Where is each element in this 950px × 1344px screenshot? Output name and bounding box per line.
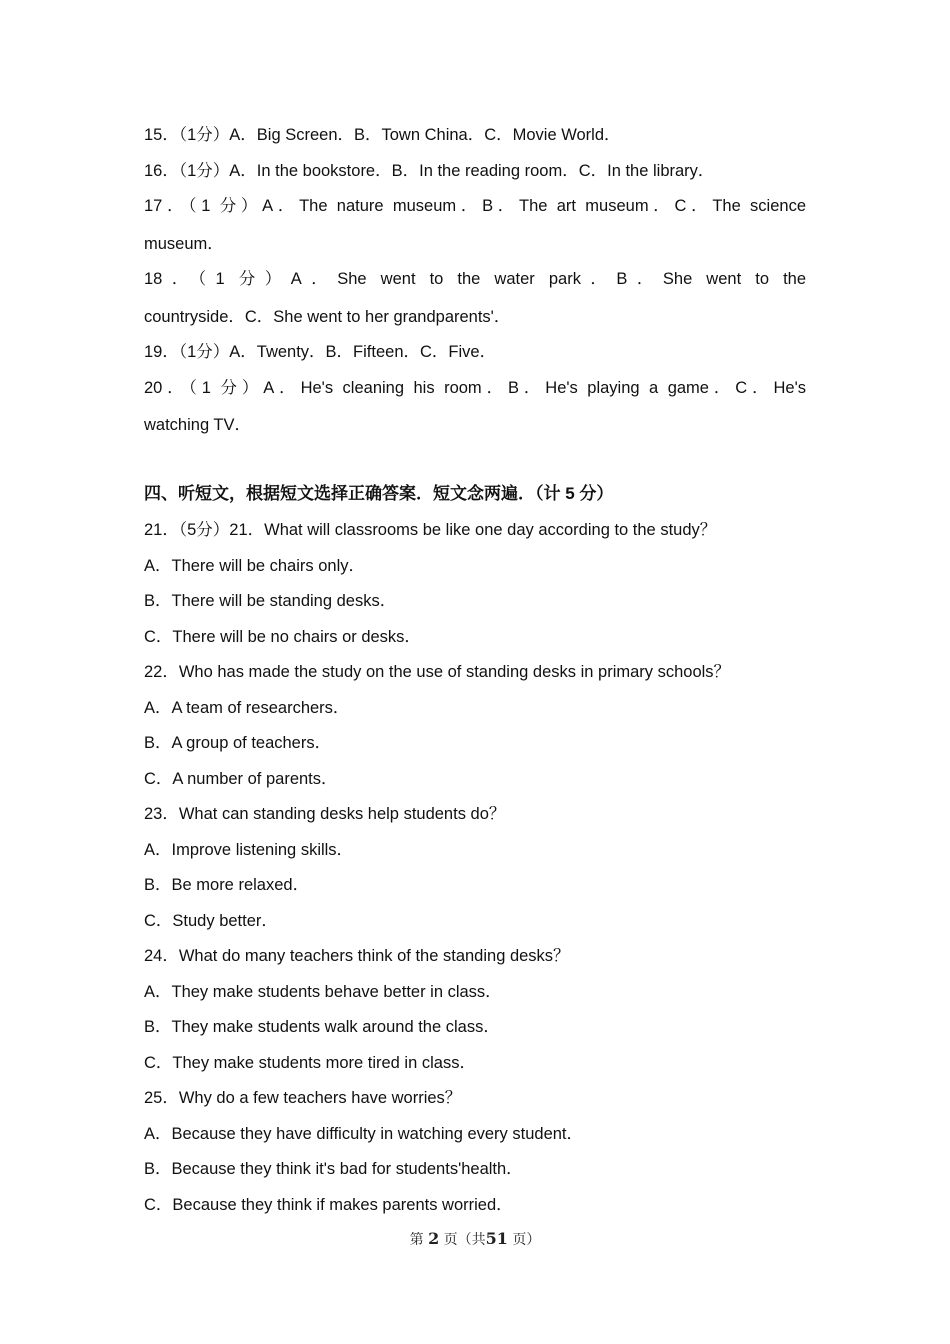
option-24b: B．They make students walk around the class．: [144, 1018, 500, 1036]
option-25b: B．Because they think it's bad for students'health．: [144, 1160, 523, 1178]
question-19: 19．（1分）A．Twenty．B．Fifteen．C．Five．: [144, 343, 497, 361]
question-20-continuation: watching TV．: [144, 416, 251, 434]
question-17-continuation: museum．: [144, 235, 224, 253]
option-23a: A．Improve listening skills．: [144, 841, 354, 859]
option-22b: B．A group of teachers．: [144, 734, 332, 752]
option-22c: C．A number of parents．: [144, 770, 338, 788]
footer-total-pages: 51: [485, 1229, 508, 1248]
footer-suffix: 页）: [512, 1232, 541, 1248]
option-23c: C．Study better．: [144, 912, 278, 930]
option-25c: C．Because they think if makes parents worried．: [144, 1196, 513, 1214]
footer-prefix: 第: [409, 1232, 424, 1248]
question-24: 24．What do many teachers think of the standing desks？: [144, 947, 570, 965]
option-25a: A．Because they have difficulty in watching every student．: [144, 1125, 584, 1143]
question-16: 16．（1分）A．In the bookstore．B．In the reading room．C．In the library．: [144, 162, 715, 180]
footer-page-number: 2: [428, 1229, 440, 1248]
question-20: 20．（1 分）A．He's cleaning his room．B．He's playing a game．C．He's: [144, 379, 806, 397]
question-23: 23．What can standing desks help students do？: [144, 805, 506, 823]
footer-middle: 页（共: [443, 1232, 486, 1248]
option-21a: A．There will be chairs only．: [144, 557, 365, 575]
question-15: 15．（1分）A．Big Screen．B．Town China．C．Movie World．: [144, 126, 621, 144]
question-22: 22．Who has made the study on the use of standing desks in primary schools？: [144, 663, 731, 681]
option-22a: A．A team of researchers．: [144, 699, 350, 717]
question-17: 17．（1 分）A．The nature museum．B．The art museum．C．The science: [144, 197, 806, 215]
question-18: 18．（1 分）A．She went to the water park．B．She went to the: [144, 270, 806, 288]
page-footer: [0, 1229, 950, 1249]
question-18-continuation: countryside．C．She went to her grandparents'．: [144, 308, 511, 326]
question-21: 21．（5分）21．What will classrooms be like one day according to the study？: [144, 521, 717, 539]
option-24c: C．They make students more tired in class．: [144, 1054, 476, 1072]
option-21b: B．There will be standing desks．: [144, 592, 397, 610]
option-21c: C．There will be no chairs or desks．: [144, 628, 421, 646]
option-23b: B．Be more relaxed．: [144, 876, 310, 894]
option-24a: A．They make students behave better in class．: [144, 983, 502, 1001]
question-25: 25．Why do a few teachers have worries？: [144, 1089, 462, 1107]
section-four-heading: 四、听短文，根据短文选择正确答案．短文念两遍．（计 5 分）: [144, 484, 614, 503]
